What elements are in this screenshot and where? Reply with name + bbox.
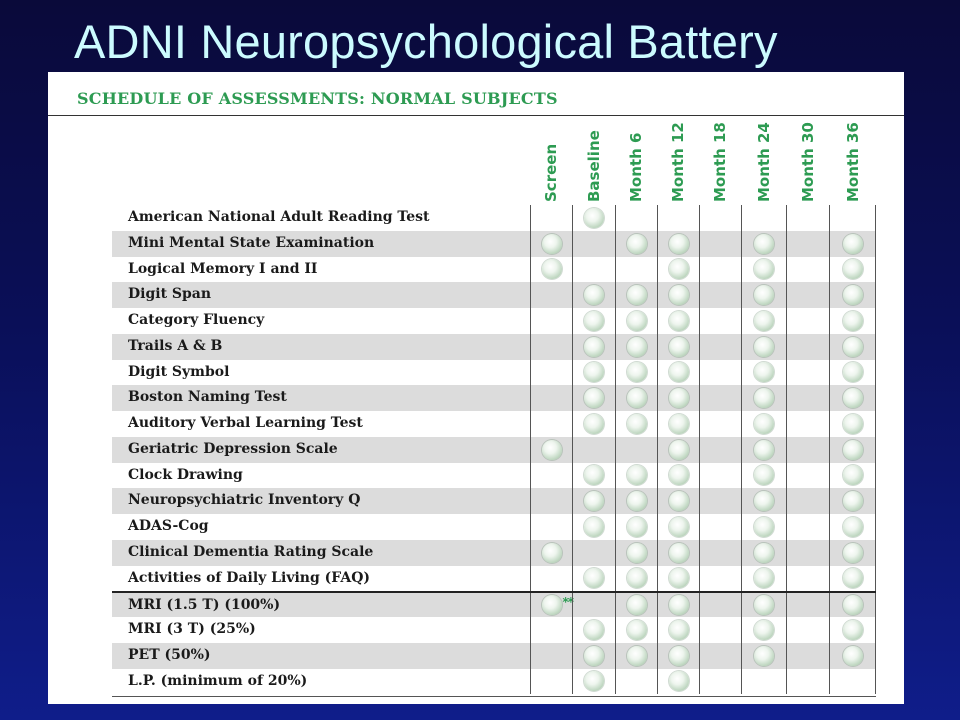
table-row bbox=[112, 488, 876, 514]
table-row bbox=[112, 591, 876, 617]
schedule-cell bbox=[786, 205, 829, 231]
schedule-cell bbox=[572, 514, 615, 540]
schedule-panel bbox=[48, 72, 904, 704]
scheduled-dot-icon bbox=[669, 440, 689, 460]
scheduled-dot-icon bbox=[584, 646, 604, 666]
table-row bbox=[112, 643, 876, 669]
assessment-label: American National Adult Reading Test bbox=[128, 209, 430, 225]
scheduled-dot-icon bbox=[669, 543, 689, 563]
schedule-cell bbox=[829, 437, 876, 463]
scheduled-dot-icon bbox=[754, 465, 774, 485]
schedule-cell bbox=[741, 360, 786, 386]
table-row bbox=[112, 463, 876, 489]
scheduled-dot-icon bbox=[843, 568, 863, 588]
schedule-cell bbox=[786, 540, 829, 566]
schedule-cell bbox=[615, 514, 657, 540]
scheduled-dot-icon bbox=[754, 414, 774, 434]
table-row bbox=[112, 411, 876, 437]
scheduled-dot-icon bbox=[843, 465, 863, 485]
table-row bbox=[112, 437, 876, 463]
scheduled-dot-icon bbox=[584, 337, 604, 357]
schedule-cell bbox=[741, 540, 786, 566]
scheduled-dot-icon bbox=[542, 595, 562, 615]
schedule-cell bbox=[829, 257, 876, 283]
schedule-cell bbox=[829, 334, 876, 360]
schedule-cell bbox=[530, 385, 572, 411]
scheduled-dot-icon bbox=[843, 362, 863, 382]
scheduled-dot-icon bbox=[584, 568, 604, 588]
schedule-cell bbox=[615, 411, 657, 437]
schedule-cell bbox=[741, 205, 786, 231]
scheduled-dot-icon bbox=[843, 259, 863, 279]
schedule-cell bbox=[741, 566, 786, 592]
scheduled-dot-icon bbox=[627, 517, 647, 537]
schedule-cell bbox=[615, 385, 657, 411]
scheduled-dot-icon bbox=[669, 311, 689, 331]
column-header-month-30: Month 30 bbox=[798, 122, 817, 202]
schedule-cell bbox=[572, 540, 615, 566]
schedule-cell bbox=[615, 566, 657, 592]
schedule-cell bbox=[572, 463, 615, 489]
schedule-cell bbox=[615, 334, 657, 360]
schedule-cell bbox=[699, 385, 741, 411]
schedule-cell bbox=[615, 617, 657, 643]
table-row bbox=[112, 669, 876, 695]
scheduled-dot-icon bbox=[584, 465, 604, 485]
table-row bbox=[112, 514, 876, 540]
scheduled-dot-icon bbox=[754, 491, 774, 511]
schedule-cell bbox=[829, 643, 876, 669]
scheduled-dot-icon bbox=[669, 388, 689, 408]
schedule-cell bbox=[530, 437, 572, 463]
schedule-cell bbox=[741, 308, 786, 334]
column-header-screen: Screen bbox=[542, 143, 560, 202]
scheduled-dot-icon bbox=[754, 543, 774, 563]
scheduled-dot-icon bbox=[754, 517, 774, 537]
schedule-cell bbox=[615, 540, 657, 566]
scheduled-dot-icon bbox=[843, 440, 863, 460]
table-row bbox=[112, 282, 876, 308]
schedule-cell bbox=[657, 437, 699, 463]
scheduled-dot-icon bbox=[584, 285, 604, 305]
schedule-cell bbox=[829, 566, 876, 592]
column-header-month-6: Month 6 bbox=[627, 132, 645, 202]
scheduled-dot-icon bbox=[542, 543, 562, 563]
table-row bbox=[112, 334, 876, 360]
schedule-cell bbox=[786, 282, 829, 308]
table-row bbox=[112, 257, 876, 283]
schedule-cell bbox=[657, 593, 699, 617]
scheduled-dot-icon bbox=[754, 362, 774, 382]
schedule-cell bbox=[615, 282, 657, 308]
scheduled-dot-icon bbox=[669, 646, 689, 666]
schedule-cell bbox=[530, 282, 572, 308]
schedule-cell bbox=[829, 308, 876, 334]
schedule-cell bbox=[829, 411, 876, 437]
scheduled-dot-icon bbox=[669, 568, 689, 588]
schedule-cell bbox=[530, 360, 572, 386]
scheduled-dot-icon bbox=[843, 646, 863, 666]
schedule-cell bbox=[786, 360, 829, 386]
scheduled-dot-icon bbox=[542, 440, 562, 460]
schedule-cell bbox=[530, 566, 572, 592]
assessment-label: PET (50%) bbox=[128, 646, 211, 663]
schedule-cell bbox=[829, 205, 876, 231]
schedule-cell bbox=[699, 411, 741, 437]
scheduled-dot-icon bbox=[669, 285, 689, 305]
schedule-cell bbox=[657, 231, 699, 257]
schedule-cell bbox=[530, 308, 572, 334]
scheduled-dot-icon bbox=[627, 311, 647, 331]
scheduled-dot-icon bbox=[669, 414, 689, 434]
schedule-cell bbox=[615, 205, 657, 231]
scheduled-dot-icon bbox=[627, 362, 647, 382]
schedule-cell bbox=[572, 282, 615, 308]
assessment-table bbox=[112, 205, 876, 694]
scheduled-dot-icon bbox=[627, 465, 647, 485]
scheduled-dot-icon bbox=[627, 620, 647, 640]
schedule-cell bbox=[699, 205, 741, 231]
scheduled-dot-icon bbox=[627, 568, 647, 588]
scheduled-dot-icon bbox=[584, 311, 604, 331]
column-header-month-24: Month 24 bbox=[754, 122, 773, 202]
schedule-cell bbox=[615, 488, 657, 514]
assessment-label: Geriatric Depression Scale bbox=[128, 440, 338, 457]
scheduled-dot-icon bbox=[843, 285, 863, 305]
schedule-cell bbox=[657, 334, 699, 360]
schedule-cell bbox=[572, 231, 615, 257]
schedule-cell bbox=[657, 463, 699, 489]
table-row bbox=[112, 385, 876, 411]
scheduled-dot-icon bbox=[843, 517, 863, 537]
scheduled-dot-icon bbox=[627, 337, 647, 357]
scheduled-dot-icon bbox=[669, 337, 689, 357]
schedule-cell bbox=[829, 463, 876, 489]
scheduled-dot-icon bbox=[843, 311, 863, 331]
schedule-cell bbox=[786, 334, 829, 360]
scheduled-dot-icon bbox=[843, 543, 863, 563]
assessment-label: Digit Symbol bbox=[128, 363, 230, 380]
scheduled-dot-icon bbox=[584, 208, 604, 228]
scheduled-dot-icon bbox=[584, 362, 604, 382]
column-header-month-18: Month 18 bbox=[711, 122, 729, 202]
schedule-cell bbox=[741, 385, 786, 411]
scheduled-dot-icon bbox=[754, 311, 774, 331]
schedule-cell bbox=[741, 514, 786, 540]
schedule-cell bbox=[741, 463, 786, 489]
schedule-cell bbox=[786, 514, 829, 540]
schedule-cell bbox=[530, 643, 572, 669]
schedule-cell bbox=[699, 566, 741, 592]
assessment-label: Clinical Dementia Rating Scale bbox=[128, 543, 374, 560]
schedule-cell bbox=[615, 231, 657, 257]
schedule-cell bbox=[786, 385, 829, 411]
schedule-cell bbox=[572, 411, 615, 437]
schedule-cell bbox=[530, 257, 572, 283]
schedule-cell bbox=[530, 411, 572, 437]
schedule-cell bbox=[829, 385, 876, 411]
schedule-cell bbox=[572, 593, 615, 617]
schedule-cell bbox=[572, 257, 615, 283]
scheduled-dot-icon bbox=[584, 491, 604, 511]
assessment-label: MRI (1.5 T) (100%) bbox=[128, 597, 281, 614]
scheduled-dot-icon bbox=[843, 388, 863, 408]
table-row bbox=[112, 360, 876, 386]
schedule-cell bbox=[530, 514, 572, 540]
schedule-cell bbox=[530, 593, 572, 617]
assessment-label: Neuropsychiatric Inventory Q bbox=[128, 492, 361, 509]
column-header-month-36: Month 36 bbox=[843, 122, 862, 202]
schedule-cell bbox=[657, 411, 699, 437]
table-row bbox=[112, 540, 876, 566]
schedule-cell bbox=[615, 308, 657, 334]
schedule-cell bbox=[657, 385, 699, 411]
schedule-cell bbox=[786, 257, 829, 283]
scheduled-dot-icon bbox=[754, 568, 774, 588]
table-row bbox=[112, 308, 876, 334]
scheduled-dot-icon bbox=[627, 646, 647, 666]
assessment-label: Logical Memory I and II bbox=[128, 260, 318, 277]
schedule-cell bbox=[657, 617, 699, 643]
schedule-cell bbox=[741, 617, 786, 643]
scheduled-dot-icon bbox=[627, 595, 647, 615]
schedule-cell bbox=[530, 231, 572, 257]
scheduled-dot-icon bbox=[754, 285, 774, 305]
schedule-cell bbox=[741, 257, 786, 283]
scheduled-dot-icon bbox=[669, 517, 689, 537]
column-header-month-12: Month 12 bbox=[669, 122, 687, 202]
scheduled-dot-icon bbox=[669, 595, 689, 615]
scheduled-dot-icon bbox=[754, 440, 774, 460]
schedule-cell bbox=[699, 437, 741, 463]
schedule-cell bbox=[572, 308, 615, 334]
scheduled-dot-icon bbox=[843, 234, 863, 254]
scheduled-dot-icon bbox=[754, 595, 774, 615]
schedule-cell bbox=[530, 617, 572, 643]
schedule-cell bbox=[657, 308, 699, 334]
scheduled-dot-icon bbox=[754, 388, 774, 408]
schedule-cell bbox=[572, 617, 615, 643]
schedule-cell bbox=[829, 231, 876, 257]
assessment-label: Trails A & B bbox=[128, 337, 223, 354]
schedule-cell bbox=[699, 593, 741, 617]
schedule-cell bbox=[530, 669, 572, 695]
scheduled-dot-icon bbox=[584, 620, 604, 640]
schedule-cell bbox=[657, 488, 699, 514]
scheduled-dot-icon bbox=[584, 517, 604, 537]
schedule-cell bbox=[829, 617, 876, 643]
schedule-cell bbox=[699, 669, 741, 695]
footnote-marker: ** bbox=[562, 595, 573, 610]
schedule-cell bbox=[699, 617, 741, 643]
schedule-cell bbox=[615, 360, 657, 386]
schedule-cell bbox=[741, 231, 786, 257]
schedule-cell bbox=[829, 360, 876, 386]
scheduled-dot-icon bbox=[669, 234, 689, 254]
schedule-cell bbox=[615, 643, 657, 669]
schedule-cell bbox=[741, 488, 786, 514]
scheduled-dot-icon bbox=[627, 285, 647, 305]
assessment-label: Digit Span bbox=[128, 286, 212, 303]
scheduled-dot-icon bbox=[669, 671, 689, 691]
scheduled-dot-icon bbox=[843, 491, 863, 511]
table-row bbox=[112, 617, 876, 643]
scheduled-dot-icon bbox=[843, 414, 863, 434]
schedule-cell bbox=[786, 308, 829, 334]
schedule-cell bbox=[741, 593, 786, 617]
table-bottom-rule bbox=[112, 696, 876, 697]
schedule-cell bbox=[829, 669, 876, 695]
schedule-cell bbox=[741, 643, 786, 669]
scheduled-dot-icon bbox=[627, 388, 647, 408]
schedule-cell bbox=[786, 643, 829, 669]
schedule-cell bbox=[657, 669, 699, 695]
scheduled-dot-icon bbox=[584, 671, 604, 691]
schedule-cell bbox=[786, 617, 829, 643]
schedule-cell bbox=[657, 205, 699, 231]
schedule-cell bbox=[699, 360, 741, 386]
schedule-cell bbox=[615, 593, 657, 617]
schedule-cell bbox=[572, 437, 615, 463]
schedule-cell bbox=[829, 514, 876, 540]
schedule-cell bbox=[829, 488, 876, 514]
scheduled-dot-icon bbox=[584, 388, 604, 408]
assessment-label: Category Fluency bbox=[128, 312, 265, 328]
assessment-label: Auditory Verbal Learning Test bbox=[128, 415, 363, 431]
schedule-cell bbox=[786, 437, 829, 463]
schedule-cell bbox=[530, 463, 572, 489]
schedule-cell bbox=[741, 282, 786, 308]
schedule-cell bbox=[657, 643, 699, 669]
schedule-cell bbox=[657, 540, 699, 566]
assessment-label: Boston Naming Test bbox=[128, 389, 287, 406]
schedule-cell bbox=[657, 257, 699, 283]
scheduled-dot-icon bbox=[669, 620, 689, 640]
assessment-label: Activities of Daily Living (FAQ) bbox=[128, 569, 371, 586]
schedule-cell bbox=[572, 360, 615, 386]
schedule-cell bbox=[829, 282, 876, 308]
schedule-cell bbox=[657, 566, 699, 592]
schedule-cell bbox=[699, 514, 741, 540]
schedule-cell bbox=[530, 488, 572, 514]
table-row bbox=[112, 205, 876, 231]
scheduled-dot-icon bbox=[669, 491, 689, 511]
schedule-cell bbox=[572, 566, 615, 592]
scheduled-dot-icon bbox=[627, 234, 647, 254]
schedule-cell bbox=[699, 257, 741, 283]
schedule-cell bbox=[615, 669, 657, 695]
schedule-cell bbox=[572, 488, 615, 514]
scheduled-dot-icon bbox=[627, 491, 647, 511]
scheduled-dot-icon bbox=[669, 259, 689, 279]
assessment-label: Mini Mental State Examination bbox=[128, 234, 375, 251]
schedule-heading: SCHEDULE OF ASSESSMENTS: NORMAL SUBJECTS bbox=[77, 89, 558, 108]
schedule-cell bbox=[741, 411, 786, 437]
scheduled-dot-icon bbox=[754, 620, 774, 640]
schedule-cell bbox=[741, 437, 786, 463]
scheduled-dot-icon bbox=[754, 234, 774, 254]
heading-divider bbox=[48, 115, 904, 116]
scheduled-dot-icon bbox=[843, 337, 863, 357]
scheduled-dot-icon bbox=[754, 259, 774, 279]
schedule-cell bbox=[530, 334, 572, 360]
column-header-baseline: Baseline bbox=[584, 130, 603, 202]
assessment-label: Clock Drawing bbox=[128, 466, 243, 483]
schedule-cell bbox=[699, 231, 741, 257]
assessment-label: ADAS-Cog bbox=[128, 518, 209, 534]
schedule-cell bbox=[657, 282, 699, 308]
schedule-cell bbox=[829, 540, 876, 566]
scheduled-dot-icon bbox=[627, 543, 647, 563]
schedule-cell bbox=[572, 205, 615, 231]
scheduled-dot-icon bbox=[669, 362, 689, 382]
schedule-cell bbox=[786, 231, 829, 257]
schedule-cell bbox=[786, 488, 829, 514]
schedule-cell bbox=[572, 643, 615, 669]
scheduled-dot-icon bbox=[542, 234, 562, 254]
table-row bbox=[112, 231, 876, 257]
schedule-cell bbox=[657, 360, 699, 386]
schedule-cell bbox=[572, 334, 615, 360]
schedule-cell bbox=[530, 205, 572, 231]
schedule-cell bbox=[615, 463, 657, 489]
schedule-cell bbox=[699, 334, 741, 360]
assessment-label: MRI (3 T) (25%) bbox=[128, 621, 256, 637]
schedule-cell bbox=[657, 514, 699, 540]
schedule-cell bbox=[741, 669, 786, 695]
schedule-cell bbox=[786, 463, 829, 489]
schedule-cell bbox=[699, 488, 741, 514]
schedule-cell bbox=[615, 437, 657, 463]
scheduled-dot-icon bbox=[754, 337, 774, 357]
scheduled-dot-icon bbox=[584, 414, 604, 434]
schedule-cell bbox=[786, 593, 829, 617]
schedule-cell bbox=[699, 308, 741, 334]
schedule-cell bbox=[786, 411, 829, 437]
schedule-cell bbox=[699, 282, 741, 308]
schedule-cell bbox=[786, 566, 829, 592]
schedule-cell bbox=[699, 643, 741, 669]
scheduled-dot-icon bbox=[843, 595, 863, 615]
schedule-cell bbox=[829, 593, 876, 617]
slide-title: ADNI Neuropsychological Battery bbox=[74, 15, 778, 68]
scheduled-dot-icon bbox=[669, 465, 689, 485]
table-row bbox=[112, 566, 876, 592]
schedule-cell bbox=[741, 334, 786, 360]
scheduled-dot-icon bbox=[542, 259, 562, 279]
schedule-cell bbox=[786, 669, 829, 695]
schedule-cell bbox=[572, 669, 615, 695]
scheduled-dot-icon bbox=[754, 646, 774, 666]
schedule-cell bbox=[530, 540, 572, 566]
scheduled-dot-icon bbox=[627, 414, 647, 434]
scheduled-dot-icon bbox=[843, 620, 863, 640]
schedule-cell bbox=[572, 385, 615, 411]
schedule-cell bbox=[699, 540, 741, 566]
assessment-label: L.P. (minimum of 20%) bbox=[128, 672, 308, 689]
schedule-cell bbox=[699, 463, 741, 489]
schedule-cell bbox=[615, 257, 657, 283]
